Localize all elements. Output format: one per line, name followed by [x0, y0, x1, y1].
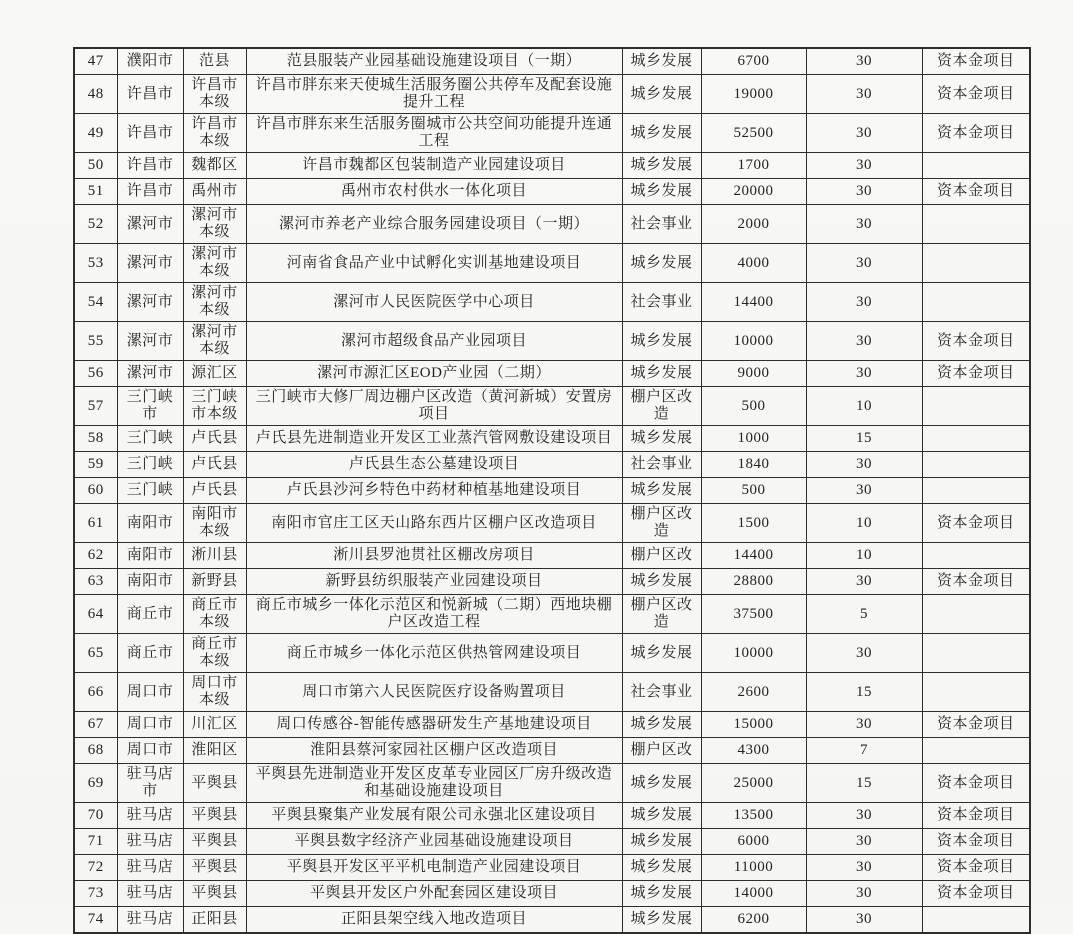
cell-amount: 1840 — [701, 452, 806, 478]
table-row — [74, 673, 1030, 712]
cell-city: 许昌市 — [117, 179, 183, 205]
cell-note: 资本金项目 — [922, 48, 1030, 75]
cell-city: 漯河市 — [117, 361, 183, 387]
cell-city: 三门峡 — [117, 452, 183, 478]
cell-project: 周口传感谷-智能传感器研发生产基地建设项目 — [246, 712, 622, 738]
cell-note: 资本金项目 — [922, 855, 1030, 881]
cell-amount: 1500 — [701, 504, 806, 543]
cell-ratio: 30 — [806, 322, 922, 361]
cell-num: 53 — [74, 244, 117, 283]
cell-city: 驻马店 — [117, 803, 183, 829]
cell-num: 72 — [74, 855, 117, 881]
cell-city: 漯河市 — [117, 205, 183, 244]
cell-amount: 20000 — [701, 179, 806, 205]
cell-district: 商丘市本级 — [183, 595, 246, 634]
cell-amount: 1700 — [701, 153, 806, 179]
table-row — [74, 764, 1030, 803]
table-row — [74, 478, 1030, 504]
cell-num: 63 — [74, 569, 117, 595]
cell-district: 漯河市本级 — [183, 283, 246, 322]
cell-num: 57 — [74, 387, 117, 426]
cell-ratio: 30 — [806, 829, 922, 855]
cell-ratio: 30 — [806, 634, 922, 673]
cell-project: 周口市第六人民医院医疗设备购置项目 — [246, 673, 622, 712]
cell-city: 商丘市 — [117, 595, 183, 634]
cell-num: 51 — [74, 179, 117, 205]
cell-ratio: 30 — [806, 712, 922, 738]
table-row — [74, 114, 1030, 153]
cell-note — [922, 595, 1030, 634]
cell-num: 61 — [74, 504, 117, 543]
cell-city: 许昌市 — [117, 153, 183, 179]
cell-project: 平舆县数字经济产业园基础设施建设项目 — [246, 829, 622, 855]
cell-category: 社会事业 — [622, 673, 701, 712]
cell-note: 资本金项目 — [922, 114, 1030, 153]
cell-city: 漯河市 — [117, 283, 183, 322]
project-list-table — [73, 47, 1031, 934]
cell-category: 社会事业 — [622, 205, 701, 244]
cell-num: 74 — [74, 907, 117, 934]
cell-note: 资本金项目 — [922, 361, 1030, 387]
cell-ratio: 30 — [806, 205, 922, 244]
cell-category: 棚户区改 — [622, 543, 701, 569]
cell-project: 淅川县罗池贯社区棚改房项目 — [246, 543, 622, 569]
cell-category: 城乡发展 — [622, 153, 701, 179]
cell-category: 城乡发展 — [622, 478, 701, 504]
cell-project: 商丘市城乡一体化示范区供热管网建设项目 — [246, 634, 622, 673]
cell-amount: 19000 — [701, 75, 806, 114]
cell-note: 资本金项目 — [922, 569, 1030, 595]
cell-category: 城乡发展 — [622, 75, 701, 114]
table-row — [74, 426, 1030, 452]
cell-amount: 37500 — [701, 595, 806, 634]
table-row — [74, 361, 1030, 387]
cell-category: 社会事业 — [622, 283, 701, 322]
cell-ratio: 30 — [806, 569, 922, 595]
cell-amount: 500 — [701, 387, 806, 426]
cell-project: 漯河市源汇区EOD产业园（二期） — [246, 361, 622, 387]
cell-district: 平舆县 — [183, 803, 246, 829]
cell-city: 周口市 — [117, 738, 183, 764]
cell-district: 南阳市本级 — [183, 504, 246, 543]
table-body — [74, 48, 1030, 933]
cell-district: 商丘市本级 — [183, 634, 246, 673]
cell-city: 三门峡 — [117, 426, 183, 452]
cell-ratio: 10 — [806, 543, 922, 569]
cell-district: 平舆县 — [183, 764, 246, 803]
cell-category: 城乡发展 — [622, 803, 701, 829]
cell-district: 漯河市本级 — [183, 244, 246, 283]
cell-ratio: 7 — [806, 738, 922, 764]
cell-note — [922, 283, 1030, 322]
cell-project: 禹州市农村供水一体化项目 — [246, 179, 622, 205]
cell-amount: 6000 — [701, 829, 806, 855]
table-row — [74, 387, 1030, 426]
cell-category: 城乡发展 — [622, 322, 701, 361]
cell-ratio: 30 — [806, 881, 922, 907]
table-row — [74, 712, 1030, 738]
cell-city: 驻马店 — [117, 829, 183, 855]
cell-district: 禹州市 — [183, 179, 246, 205]
cell-num: 69 — [74, 764, 117, 803]
cell-amount: 4000 — [701, 244, 806, 283]
cell-num: 73 — [74, 881, 117, 907]
cell-ratio: 30 — [806, 803, 922, 829]
cell-amount: 13500 — [701, 803, 806, 829]
cell-num: 47 — [74, 48, 117, 75]
cell-num: 64 — [74, 595, 117, 634]
table-row — [74, 595, 1030, 634]
cell-district: 许昌市本级 — [183, 114, 246, 153]
cell-note: 资本金项目 — [922, 75, 1030, 114]
cell-category: 城乡发展 — [622, 634, 701, 673]
table-row — [74, 907, 1030, 934]
cell-district: 淅川县 — [183, 543, 246, 569]
cell-project: 漯河市超级食品产业园项目 — [246, 322, 622, 361]
cell-amount: 6700 — [701, 48, 806, 75]
cell-amount: 14000 — [701, 881, 806, 907]
cell-city: 漯河市 — [117, 322, 183, 361]
cell-district: 许昌市本级 — [183, 75, 246, 114]
cell-district: 三门峡市本级 — [183, 387, 246, 426]
cell-ratio: 15 — [806, 764, 922, 803]
cell-amount: 10000 — [701, 634, 806, 673]
cell-city: 南阳市 — [117, 543, 183, 569]
table-row — [74, 244, 1030, 283]
cell-district: 平舆县 — [183, 829, 246, 855]
cell-ratio: 30 — [806, 114, 922, 153]
cell-category: 城乡发展 — [622, 179, 701, 205]
cell-num: 71 — [74, 829, 117, 855]
table-row — [74, 75, 1030, 114]
cell-project: 卢氏县先进制造业开发区工业蒸汽管网敷设建设项目 — [246, 426, 622, 452]
cell-note: 资本金项目 — [922, 322, 1030, 361]
table-row — [74, 205, 1030, 244]
cell-project: 新野县纺织服装产业园建设项目 — [246, 569, 622, 595]
cell-num: 66 — [74, 673, 117, 712]
cell-num: 70 — [74, 803, 117, 829]
cell-amount: 15000 — [701, 712, 806, 738]
cell-project: 漯河市养老产业综合服务园建设项目（一期） — [246, 205, 622, 244]
cell-project: 淮阳县蔡河家园社区棚户区改造项目 — [246, 738, 622, 764]
cell-note — [922, 244, 1030, 283]
cell-amount: 2600 — [701, 673, 806, 712]
cell-project: 卢氏县生态公墓建设项目 — [246, 452, 622, 478]
table-row — [74, 153, 1030, 179]
cell-category: 棚户区改 — [622, 738, 701, 764]
cell-project: 平舆县聚集产业发展有限公司永强北区建设项目 — [246, 803, 622, 829]
cell-city: 商丘市 — [117, 634, 183, 673]
cell-ratio: 15 — [806, 673, 922, 712]
cell-amount: 4300 — [701, 738, 806, 764]
table-row — [74, 634, 1030, 673]
table-row — [74, 452, 1030, 478]
cell-num: 56 — [74, 361, 117, 387]
cell-note — [922, 478, 1030, 504]
cell-category: 棚户区改造 — [622, 504, 701, 543]
cell-num: 60 — [74, 478, 117, 504]
cell-project: 平舆县开发区户外配套园区建设项目 — [246, 881, 622, 907]
cell-category: 城乡发展 — [622, 48, 701, 75]
cell-ratio: 10 — [806, 504, 922, 543]
cell-num: 49 — [74, 114, 117, 153]
cell-district: 周口市本级 — [183, 673, 246, 712]
cell-amount: 10000 — [701, 322, 806, 361]
cell-category: 城乡发展 — [622, 712, 701, 738]
cell-project: 范县服装产业园基础设施建设项目（一期） — [246, 48, 622, 75]
cell-ratio: 30 — [806, 283, 922, 322]
cell-amount: 14400 — [701, 543, 806, 569]
cell-ratio: 30 — [806, 361, 922, 387]
table-row — [74, 803, 1030, 829]
cell-city: 三门峡 — [117, 478, 183, 504]
cell-project: 许昌市魏都区包装制造产业园建设项目 — [246, 153, 622, 179]
cell-amount: 6200 — [701, 907, 806, 934]
cell-num: 55 — [74, 322, 117, 361]
cell-project: 商丘市城乡一体化示范区和悦新城（二期）西地块棚户区改造工程 — [246, 595, 622, 634]
cell-note: 资本金项目 — [922, 829, 1030, 855]
cell-category: 城乡发展 — [622, 426, 701, 452]
cell-num: 54 — [74, 283, 117, 322]
cell-category: 城乡发展 — [622, 907, 701, 934]
cell-district: 源汇区 — [183, 361, 246, 387]
cell-category: 棚户区改造 — [622, 387, 701, 426]
cell-note — [922, 543, 1030, 569]
cell-district: 卢氏县 — [183, 478, 246, 504]
cell-category: 城乡发展 — [622, 244, 701, 283]
cell-city: 南阳市 — [117, 504, 183, 543]
table-row — [74, 179, 1030, 205]
cell-district: 范县 — [183, 48, 246, 75]
cell-city: 三门峡市 — [117, 387, 183, 426]
cell-amount: 52500 — [701, 114, 806, 153]
cell-note: 资本金项目 — [922, 712, 1030, 738]
cell-num: 65 — [74, 634, 117, 673]
cell-city: 漯河市 — [117, 244, 183, 283]
cell-note — [922, 634, 1030, 673]
cell-project: 卢氏县沙河乡特色中药材种植基地建设项目 — [246, 478, 622, 504]
cell-project: 三门峡市大修厂周边棚户区改造（黄河新城）安置房项目 — [246, 387, 622, 426]
cell-project: 平舆县开发区平平机电制造产业园建设项目 — [246, 855, 622, 881]
cell-note: 资本金项目 — [922, 803, 1030, 829]
cell-city: 许昌市 — [117, 114, 183, 153]
cell-district: 新野县 — [183, 569, 246, 595]
cell-ratio: 30 — [806, 179, 922, 205]
cell-num: 59 — [74, 452, 117, 478]
table-row — [74, 504, 1030, 543]
cell-category: 社会事业 — [622, 452, 701, 478]
cell-note: 资本金项目 — [922, 764, 1030, 803]
cell-num: 68 — [74, 738, 117, 764]
table-row — [74, 48, 1030, 75]
cell-note — [922, 153, 1030, 179]
cell-category: 城乡发展 — [622, 361, 701, 387]
cell-city: 驻马店市 — [117, 764, 183, 803]
cell-ratio: 30 — [806, 855, 922, 881]
cell-amount: 25000 — [701, 764, 806, 803]
cell-note — [922, 738, 1030, 764]
cell-district: 漯河市本级 — [183, 322, 246, 361]
cell-amount: 11000 — [701, 855, 806, 881]
cell-amount: 2000 — [701, 205, 806, 244]
cell-district: 川汇区 — [183, 712, 246, 738]
table-row — [74, 855, 1030, 881]
cell-ratio: 30 — [806, 907, 922, 934]
table-row — [74, 829, 1030, 855]
cell-district: 平舆县 — [183, 881, 246, 907]
cell-district: 魏都区 — [183, 153, 246, 179]
cell-amount: 28800 — [701, 569, 806, 595]
cell-note — [922, 387, 1030, 426]
cell-project: 正阳县架空线入地改造项目 — [246, 907, 622, 934]
cell-category: 城乡发展 — [622, 829, 701, 855]
cell-project: 许昌市胖东来生活服务圈城市公共空间功能提升连通工程 — [246, 114, 622, 153]
cell-note: 资本金项目 — [922, 504, 1030, 543]
cell-district: 卢氏县 — [183, 452, 246, 478]
cell-city: 驻马店 — [117, 881, 183, 907]
cell-city: 驻马店 — [117, 907, 183, 934]
cell-num: 62 — [74, 543, 117, 569]
cell-project: 平舆县先进制造业开发区皮革专业园区厂房升级改造和基础设施建设项目 — [246, 764, 622, 803]
table-row — [74, 569, 1030, 595]
cell-ratio: 30 — [806, 478, 922, 504]
table-row — [74, 738, 1030, 764]
cell-project: 河南省食品产业中试孵化实训基地建设项目 — [246, 244, 622, 283]
cell-district: 正阳县 — [183, 907, 246, 934]
cell-ratio: 5 — [806, 595, 922, 634]
table-row — [74, 283, 1030, 322]
cell-amount: 1000 — [701, 426, 806, 452]
cell-note — [922, 426, 1030, 452]
cell-note: 资本金项目 — [922, 179, 1030, 205]
cell-amount: 500 — [701, 478, 806, 504]
cell-district: 平舆县 — [183, 855, 246, 881]
cell-ratio: 30 — [806, 244, 922, 283]
cell-note: 资本金项目 — [922, 881, 1030, 907]
table-row — [74, 543, 1030, 569]
table-row — [74, 322, 1030, 361]
cell-ratio: 30 — [806, 153, 922, 179]
cell-category: 城乡发展 — [622, 114, 701, 153]
cell-district: 淮阳区 — [183, 738, 246, 764]
cell-project: 南阳市官庄工区天山路东西片区棚户区改造项目 — [246, 504, 622, 543]
cell-ratio: 30 — [806, 452, 922, 478]
cell-amount: 9000 — [701, 361, 806, 387]
cell-category: 棚户区改造 — [622, 595, 701, 634]
cell-note — [922, 452, 1030, 478]
cell-num: 67 — [74, 712, 117, 738]
cell-city: 周口市 — [117, 673, 183, 712]
cell-note — [922, 907, 1030, 934]
cell-note — [922, 205, 1030, 244]
cell-category: 城乡发展 — [622, 881, 701, 907]
cell-category: 城乡发展 — [622, 855, 701, 881]
cell-city: 濮阳市 — [117, 48, 183, 75]
cell-city: 许昌市 — [117, 75, 183, 114]
cell-city: 驻马店 — [117, 855, 183, 881]
cell-district: 漯河市本级 — [183, 205, 246, 244]
cell-ratio: 30 — [806, 48, 922, 75]
cell-ratio: 10 — [806, 387, 922, 426]
cell-district: 卢氏县 — [183, 426, 246, 452]
cell-category: 城乡发展 — [622, 569, 701, 595]
cell-city: 周口市 — [117, 712, 183, 738]
cell-project: 漯河市人民医院医学中心项目 — [246, 283, 622, 322]
cell-project: 许昌市胖东来天使城生活服务圈公共停车及配套设施提升工程 — [246, 75, 622, 114]
cell-num: 48 — [74, 75, 117, 114]
cell-ratio: 15 — [806, 426, 922, 452]
cell-num: 50 — [74, 153, 117, 179]
cell-ratio: 30 — [806, 75, 922, 114]
cell-city: 南阳市 — [117, 569, 183, 595]
cell-num: 58 — [74, 426, 117, 452]
cell-num: 52 — [74, 205, 117, 244]
cell-category: 城乡发展 — [622, 764, 701, 803]
cell-amount: 14400 — [701, 283, 806, 322]
cell-note — [922, 673, 1030, 712]
